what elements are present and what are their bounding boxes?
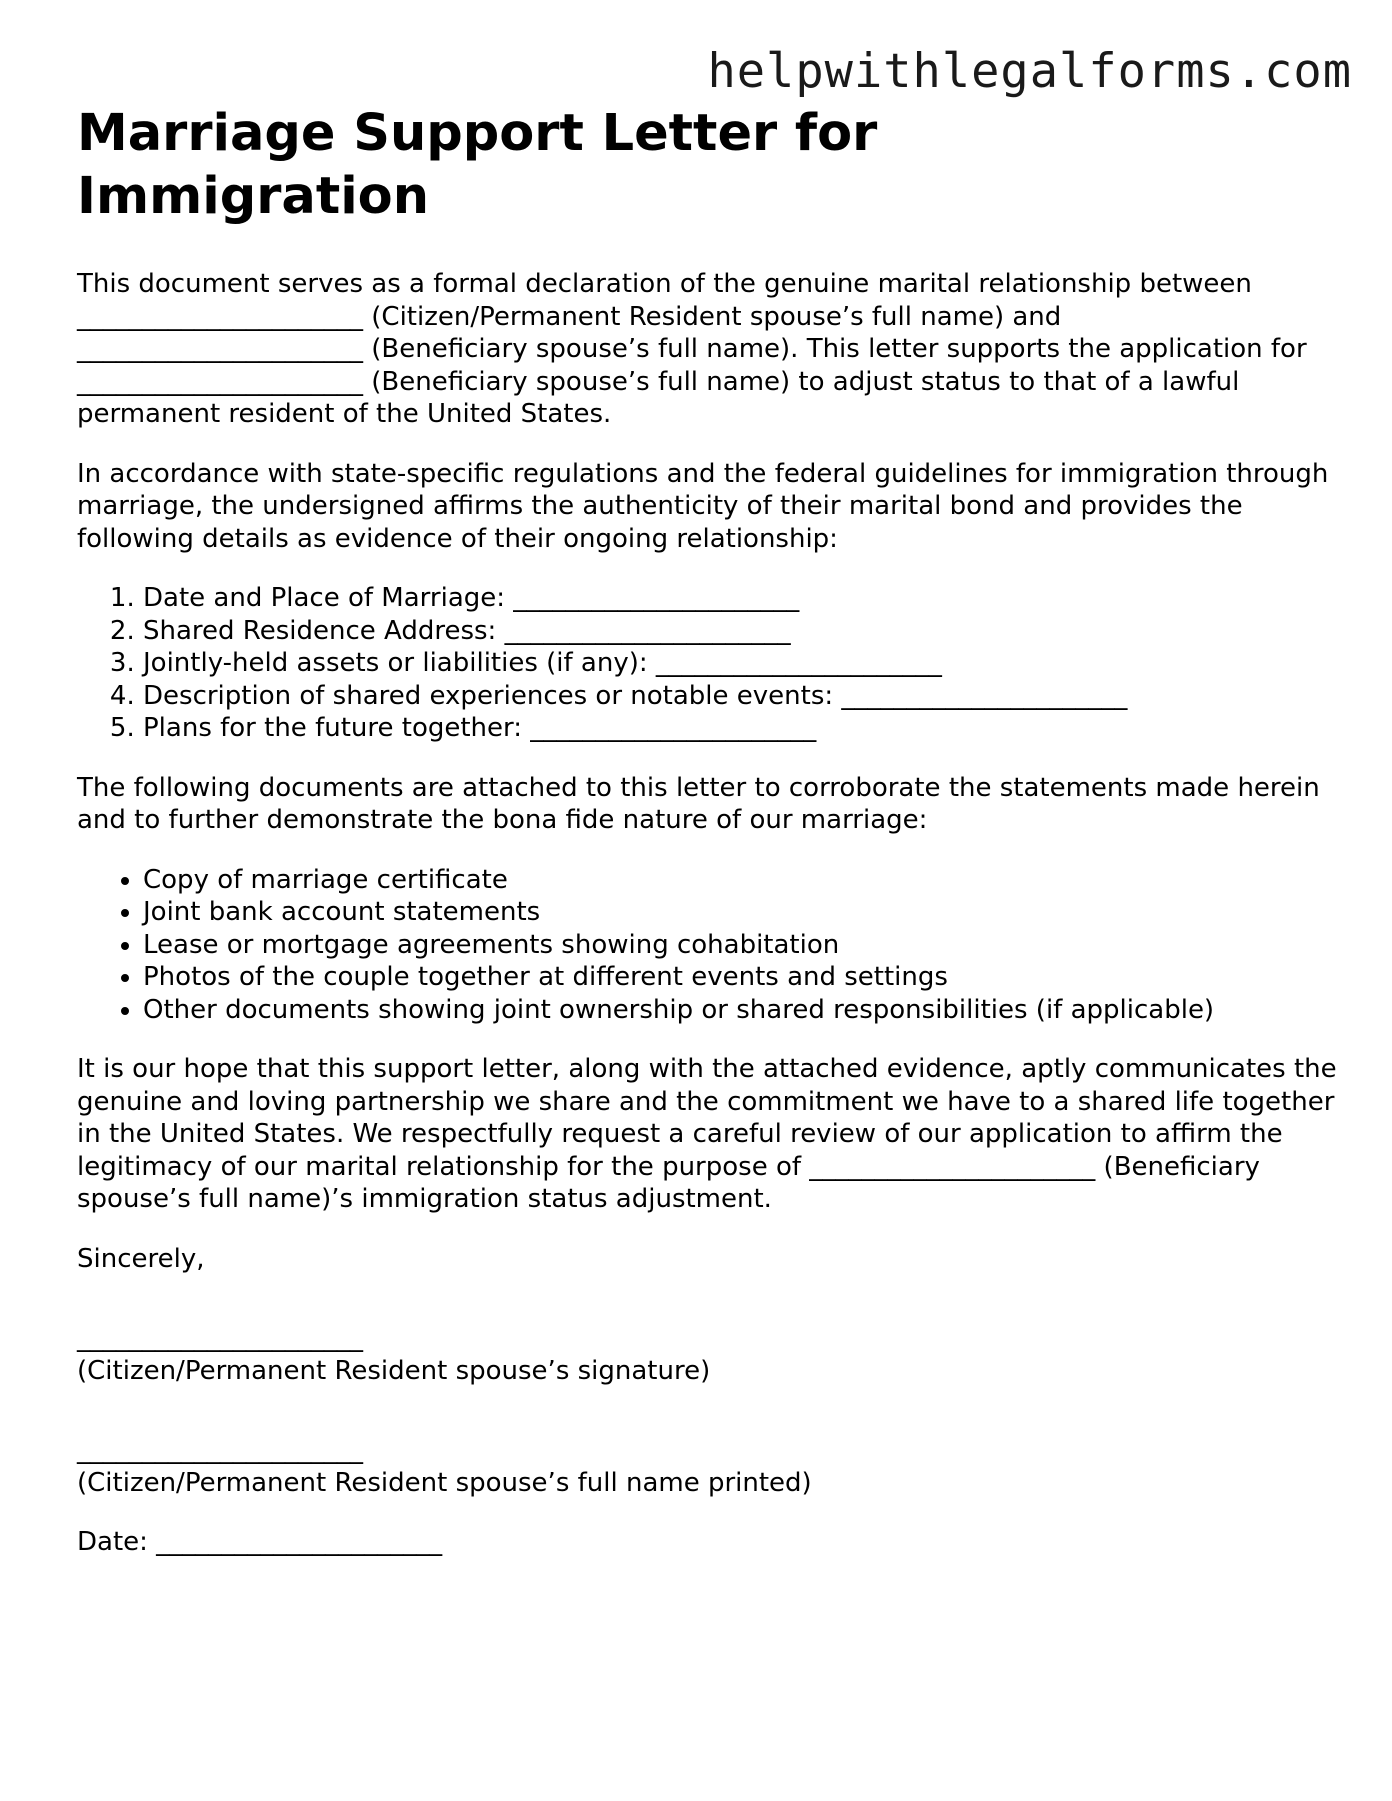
document-item: • Lease or mortgage agreements showing cohabitation: [143, 929, 1337, 962]
detail-label: Description of shared experiences or notable events:: [143, 680, 834, 711]
closing-text-1: It is our hope that this support letter, along with the attached evidence, aptly communicates the genuine and loving partnership we share and the commitment we have to a shared life together in the United States. We respectfully request a careful review of our application to affirm the legitimacy of our marital relationship for the purpose of: [77, 1054, 1337, 1182]
attached-documents-paragraph: The following documents are attached to this letter to corroborate the statements made herein and to further demonstrate the bona fide nature of our marriage:: [77, 772, 1320, 835]
detail-blank: ______________________: [530, 713, 817, 743]
detail-blank: ______________________: [513, 583, 800, 613]
detail-blank: ______________________: [655, 648, 942, 678]
signature-caption: (Citizen/Permanent Resident spouse’s signature): [77, 1355, 711, 1386]
detail-item-future-plans: [143, 712, 1337, 745]
detail-label: Date and Place of Marriage:: [143, 583, 506, 613]
closing-beneficiary-blank: ______________________: [809, 1151, 1096, 1182]
sincerely-text: Sincerely,: [77, 1243, 205, 1274]
site-watermark: helpwithlegalforms.com: [707, 44, 1352, 99]
intro-text-3: (Beneficiary spouse’s full name). This letter supports the application for: [371, 334, 1307, 364]
detail-item-residence-address: [143, 615, 1337, 648]
document-item: • Photos of the couple together at different events and settings: [143, 961, 1337, 994]
intro-text-2: (Citizen/Permanent Resident spouse’s full name) and: [371, 301, 1062, 332]
regulations-paragraph: In accordance with state-specific regulations and the federal guidelines for immigration through marriage, the undersigned affirms the authenticity of their marital bond and provides the following details as evidence of their ongoing relationship:: [77, 458, 1329, 554]
document-item: • Copy of marriage certificate: [143, 864, 1337, 897]
date-label: Date:: [77, 1527, 148, 1557]
intro-text-4: (Beneficiary spouse’s full name) to adjust status to that of a lawful permanent resident of the United States.: [77, 366, 1240, 429]
letter-content: [77, 102, 1337, 1559]
detail-item-shared-experiences: [143, 680, 1337, 713]
beneficiary-name-blank: ______________________: [77, 334, 363, 364]
relationship-details-list: [77, 582, 1337, 745]
signature-blank: ______________________: [77, 1323, 363, 1353]
citizen-name-blank: ______________________: [77, 301, 363, 332]
applicant-name-blank: ______________________: [77, 366, 363, 397]
closing-text-2: (Beneficiary spouse’s full name)’s immigration status adjustment.: [77, 1151, 1260, 1214]
closing-paragraph: [77, 1053, 1337, 1216]
detail-label: Plans for the future together:: [143, 713, 523, 743]
detail-label: Shared Residence Address:: [143, 615, 497, 646]
detail-item-joint-assets: [143, 647, 1337, 680]
document-item: • Joint bank account statements: [143, 896, 1337, 929]
attached-documents-list: [77, 864, 1337, 1027]
printed-name-caption: (Citizen/Permanent Resident spouse’s full name printed): [77, 1467, 812, 1498]
detail-label: Jointly-held assets or liabilities (if any):: [143, 648, 648, 678]
date-blank: ______________________: [156, 1527, 443, 1557]
detail-blank: ______________________: [504, 615, 791, 646]
document-item: • Other documents showing joint ownership or shared responsibilities (if applicable): [143, 994, 1337, 1027]
intro-paragraph: [77, 268, 1337, 431]
intro-text-1: This document serves as a formal declaration of the genuine marital relationship between: [77, 269, 1252, 299]
date-line: [77, 1526, 1337, 1559]
detail-item-marriage-date-place: [143, 582, 1337, 615]
printed-name-blank: ______________________: [77, 1435, 363, 1465]
detail-blank: ______________________: [841, 680, 1128, 711]
page-title: Marriage Support Letter for Immigration: [77, 104, 878, 226]
